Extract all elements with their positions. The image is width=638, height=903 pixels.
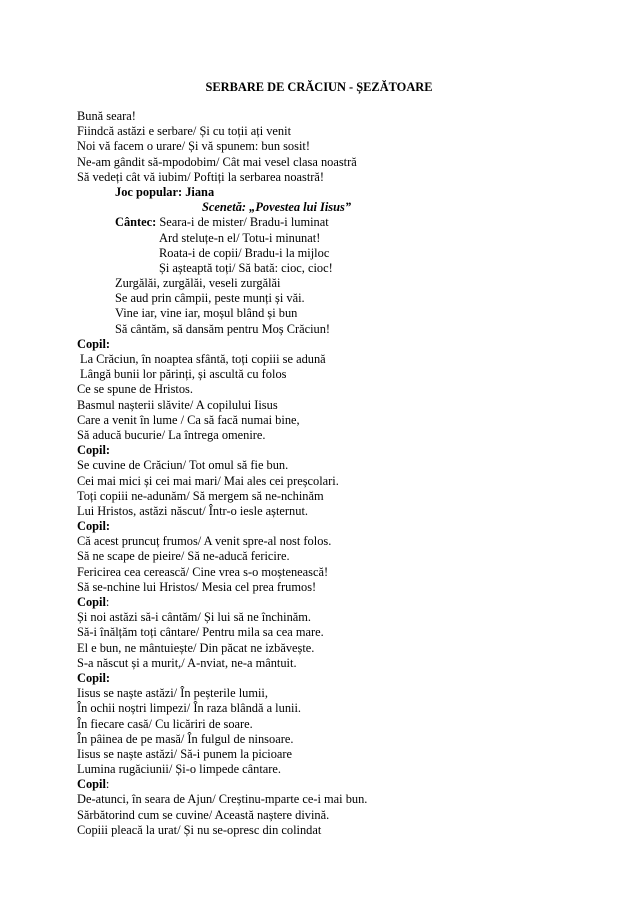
- text-line: [77, 777, 617, 792]
- line-text: Copil:: [77, 519, 111, 534]
- line-text: Copiii pleacă la urat/ Și nu se-opresc din colindat: [77, 822, 322, 837]
- line-label: Cântec:: [115, 215, 157, 230]
- line-text: Bună seara!: [77, 109, 136, 123]
- line-text: Sărbătorind cum se cuvine/ Această naștere divină.: [77, 807, 330, 822]
- text-line: [77, 261, 617, 276]
- text-line: [77, 306, 617, 321]
- line-text: Ard steluțe-n el/ Totu-i minunat!: [159, 230, 321, 245]
- line-text: Să se-nchine lui Hristos/ Mesia cel prea frumos!: [77, 579, 317, 594]
- text-line: [77, 747, 617, 762]
- text-line: [77, 398, 617, 413]
- line-text: În ochii noștri limpezi/ În raza blândă a lunii.: [77, 701, 301, 716]
- text-body: [77, 109, 617, 838]
- text-line: [77, 337, 617, 352]
- text-line: [77, 519, 617, 534]
- line-text: Să ne scape de pieire/ Să ne-aducă fericire.: [77, 549, 290, 564]
- line-text: Joc popular: Jiana: [115, 184, 215, 199]
- text-line: [77, 200, 617, 215]
- text-line: [77, 808, 617, 823]
- text-line: [77, 474, 617, 489]
- line-text: Să aducă bucurie/ La întrega omenire.: [77, 427, 266, 442]
- line-text: Iisus se naște astăzi/ Să-i punem la picioare: [77, 746, 293, 761]
- line-text: Fericirea cea cerească/ Cine vrea s-o moștenească!: [77, 564, 329, 579]
- text-line: [77, 732, 617, 747]
- line-text: Roata-i de copii/ Bradu-i la mijloc: [159, 245, 330, 260]
- text-line: [77, 717, 617, 732]
- line-text: Se aud prin câmpii, peste munți și văi.: [115, 291, 305, 306]
- line-text: Vine iar, vine iar, moșul blând și bun: [115, 306, 298, 321]
- line-text: Zurgălăi, zurgălăi, veseli zurgălăi: [115, 276, 281, 291]
- line-text: Basmul nașterii slăvite/ A copilului Iisus: [77, 397, 278, 412]
- line-label: Copil: [77, 595, 106, 609]
- text-line: [77, 276, 617, 291]
- line-text: Noi vă facem o urare/ Și vă spunem: bun sosit!: [77, 139, 310, 154]
- text-line: [77, 656, 617, 671]
- line-label: Copil: [77, 777, 106, 792]
- line-text: :: [105, 595, 110, 609]
- line-text: Seara-i de mister/ Bradu-i luminat: [156, 215, 329, 230]
- line-text: În fiecare casă/ Cu licăriri de soare.: [77, 716, 253, 731]
- line-text: Toți copiii ne-adunăm/ Să mergem să ne-nchinăm: [77, 488, 324, 503]
- line-text: Fiindcă astăzi e serbare/ Și cu toții ați venit: [77, 124, 292, 139]
- line-text: Lângă bunii lor părinți, și ascultă cu folos: [80, 367, 287, 382]
- text-line: [77, 246, 617, 261]
- line-text: Lui Hristos, astăzi născut/ Într-o iesle așternut.: [77, 503, 308, 518]
- text-line: [77, 641, 617, 656]
- text-line: [77, 823, 617, 838]
- text-line: [77, 231, 617, 246]
- line-text: Cei mai mici și cei mai mari/ Mai ales cei preșcolari.: [77, 473, 339, 488]
- text-line: [77, 792, 617, 807]
- line-text: El e bun, ne mântuiește/ Din păcat ne izbăvește.: [77, 640, 315, 655]
- line-text: :: [105, 777, 110, 792]
- line-text: Și așteaptă toți/ Să bată: cioc, cioc!: [159, 260, 333, 275]
- text-line: [77, 367, 617, 382]
- text-line: [77, 185, 617, 200]
- text-line: [77, 352, 617, 367]
- text-line: [77, 124, 617, 139]
- line-text: Copil:: [77, 336, 111, 351]
- text-line: [77, 428, 617, 443]
- text-line: [77, 489, 617, 504]
- line-text: În pâinea de pe masă/ În fulgul de ninsoare.: [77, 731, 294, 746]
- text-line: [77, 322, 617, 337]
- line-text: Copil:: [77, 443, 111, 458]
- text-line: [77, 443, 617, 458]
- line-text: Să cântăm, să dansăm pentru Moș Crăciun!: [115, 321, 331, 336]
- text-line: [77, 382, 617, 397]
- line-text: Și noi astăzi să-i cântăm/ Și lui să ne închinăm.: [77, 610, 311, 625]
- line-text: Să vedeți cât vă iubim/ Poftiți la serbarea noastră!: [77, 169, 325, 184]
- text-line: [77, 109, 617, 124]
- line-text: Lumina rugăciunii/ Și-o limpede cântare.: [77, 762, 282, 777]
- text-line: [77, 155, 617, 170]
- text-line: [77, 215, 617, 230]
- line-text: Iisus se naște astăzi/ În peșterile lumii,: [77, 686, 268, 701]
- text-line: [77, 504, 617, 519]
- text-line: [77, 549, 617, 564]
- text-line: [77, 580, 617, 595]
- page-title: SERBARE DE CRĂCIUN - ȘEZĂTOARE: [205, 80, 433, 94]
- line-text: Că acest pruncuț frumos/ A venit spre-al nost folos.: [77, 534, 332, 549]
- text-line: [77, 610, 617, 625]
- line-text: La Crăciun, în noaptea sfântă, toți copiii se adună: [80, 352, 326, 366]
- text-line: [77, 701, 617, 716]
- text-line: [77, 413, 617, 428]
- line-text: Se cuvine de Crăciun/ Tot omul să fie bun.: [77, 458, 289, 473]
- text-line: [77, 458, 617, 473]
- text-line: [77, 686, 617, 701]
- line-text: Ce se spune de Hristos.: [77, 382, 193, 397]
- text-line: [77, 291, 617, 306]
- line-text: Copil:: [77, 670, 111, 685]
- text-line: [77, 671, 617, 686]
- line-text: S-a născut și a murit,/ A-nviat, ne-a mântuit.: [77, 655, 297, 670]
- text-line: [77, 762, 617, 777]
- text-line: [77, 565, 617, 580]
- line-text: Care a venit în lume / Ca să facă numai bine,: [77, 412, 300, 427]
- text-line: [77, 625, 617, 640]
- text-line: [77, 595, 617, 610]
- line-text: De-atunci, în seara de Ajun/ Creștinu-mparte ce-i mai bun.: [77, 792, 368, 807]
- text-line: [77, 170, 617, 185]
- line-text: Ne-am gândit să-mpodobim/ Cât mai vesel clasa noastră: [77, 154, 357, 169]
- line-text: Să-i înălțăm toți cântare/ Pentru mila sa cea mare.: [77, 625, 324, 640]
- line-text: Scenetă: „Povestea lui Iisus”: [202, 200, 352, 215]
- text-line: [77, 534, 617, 549]
- text-line: [77, 139, 617, 154]
